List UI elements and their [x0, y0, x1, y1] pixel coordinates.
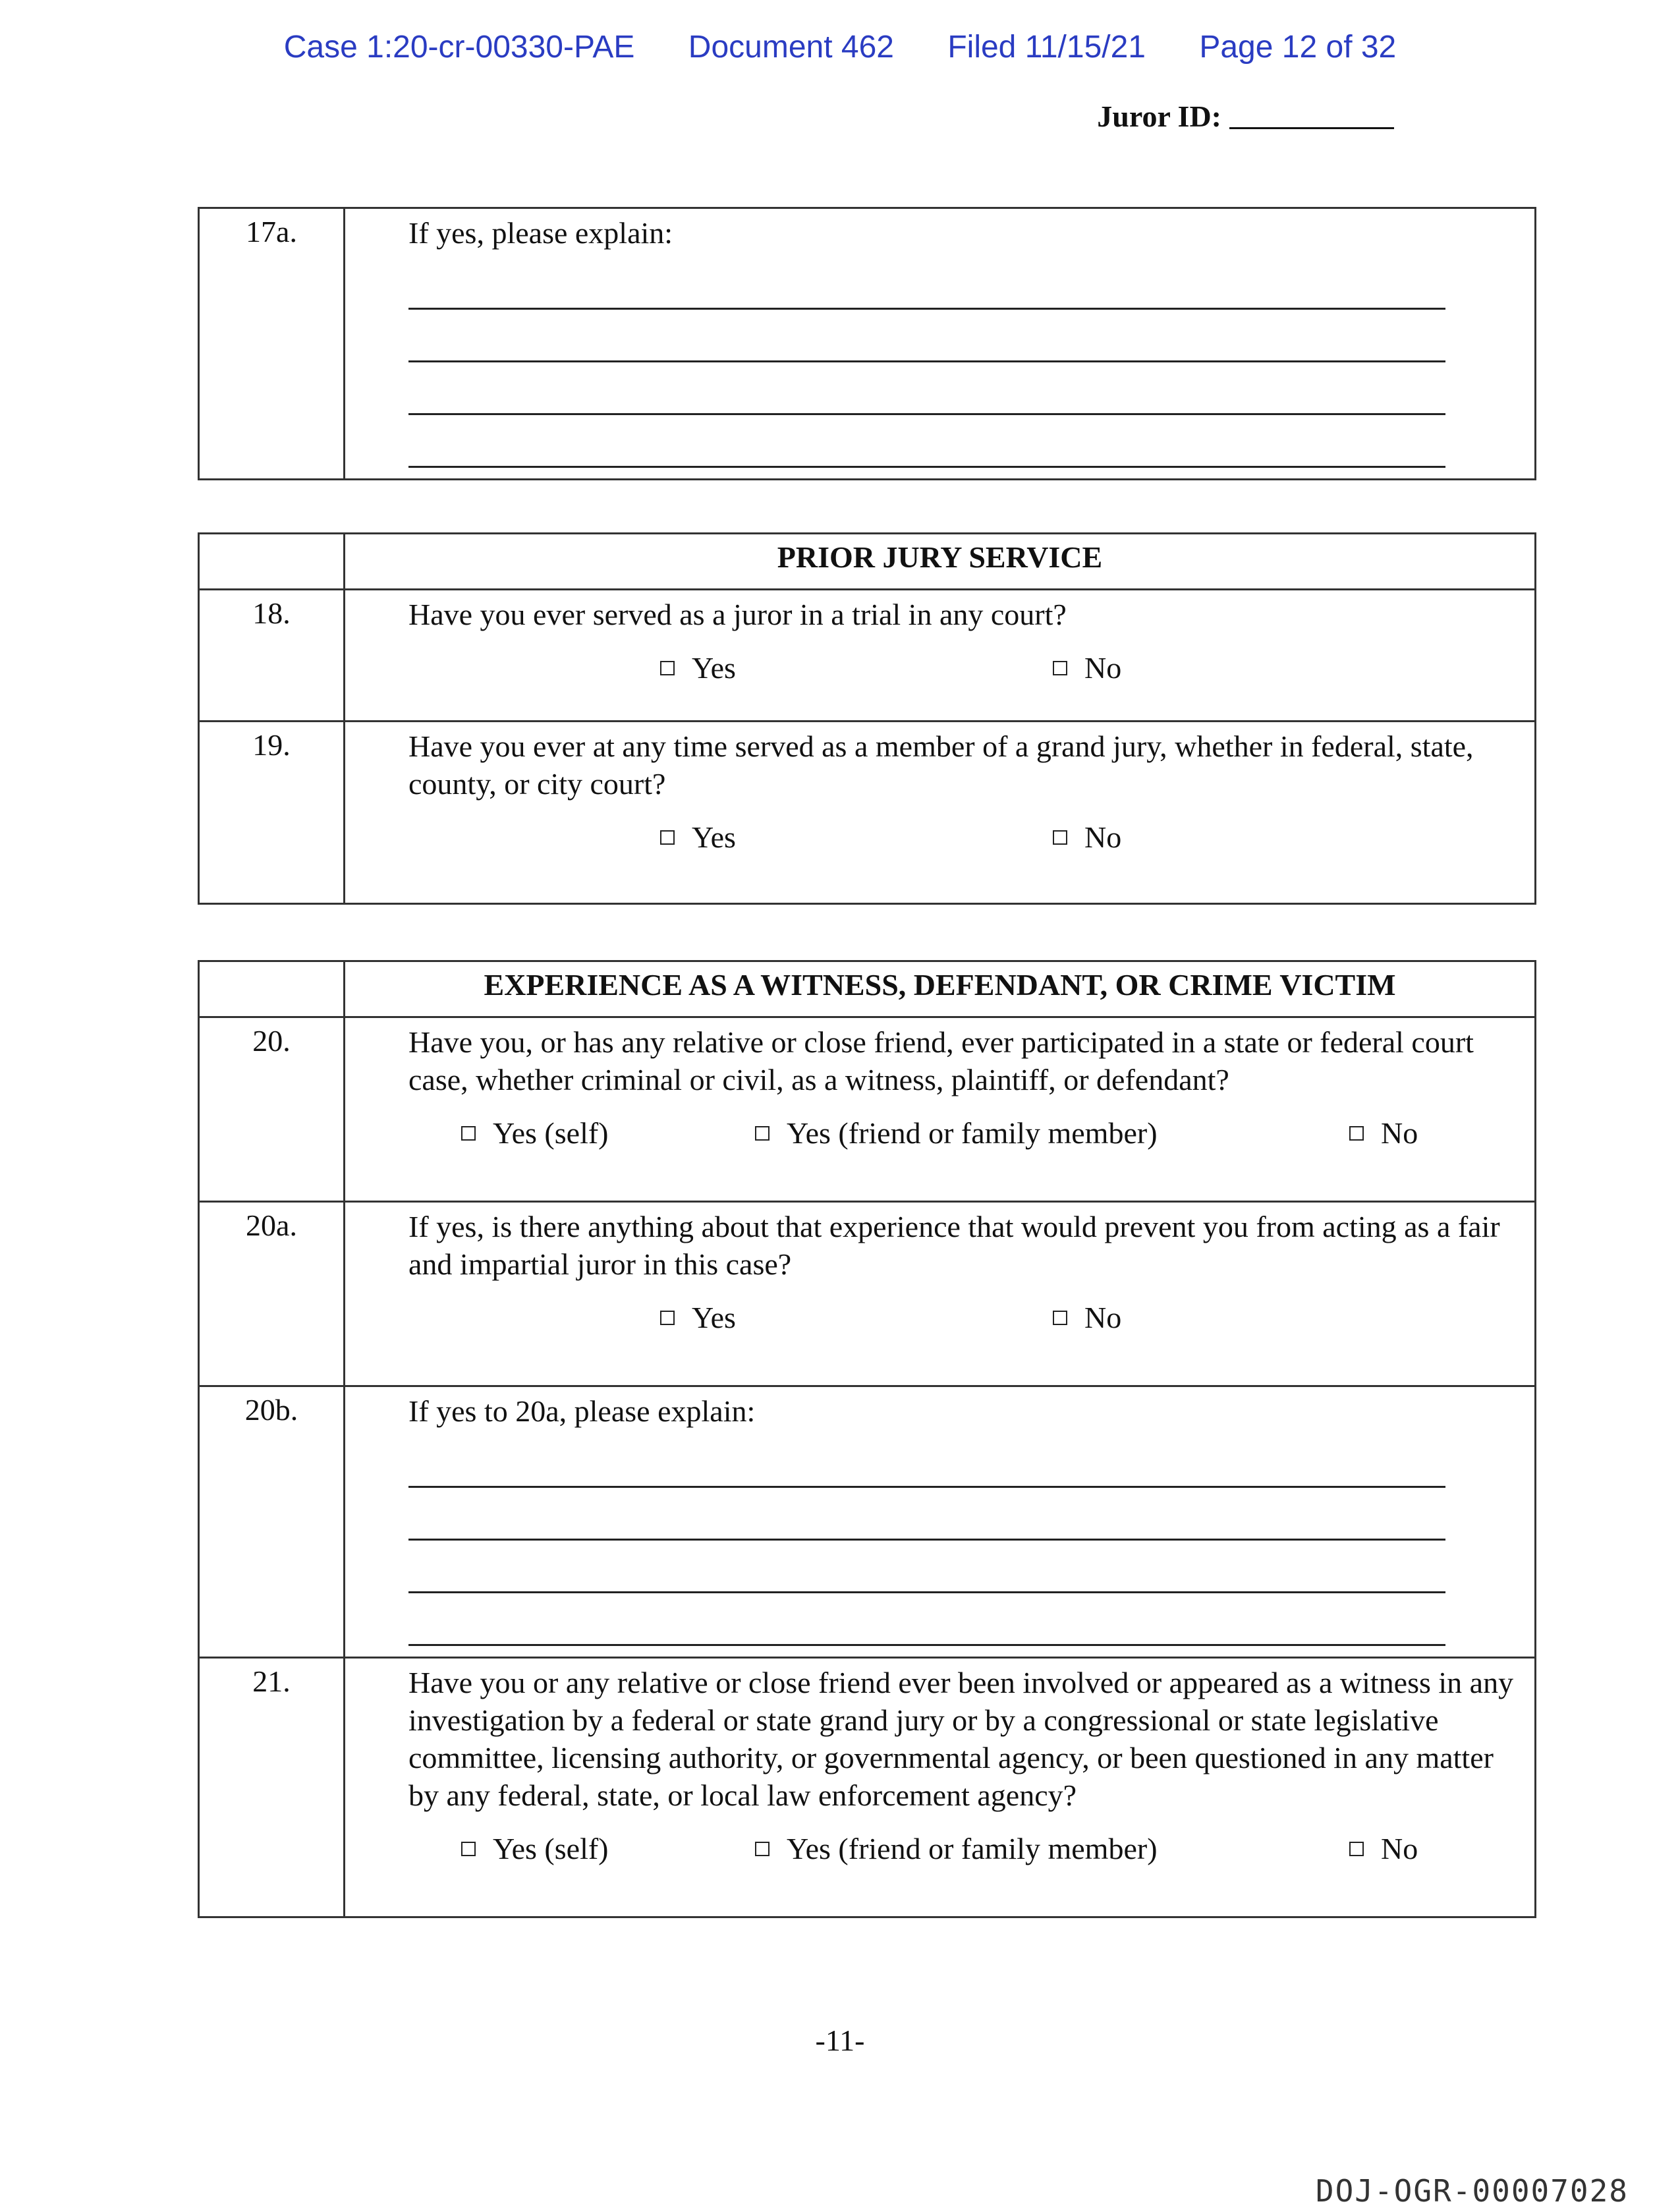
question-cell: [345, 1658, 1536, 1917]
question-number: 17a.: [199, 208, 345, 480]
juror-id-field: [1097, 99, 1394, 134]
case-number: Case 1:20-cr-00330-PAE: [283, 30, 635, 65]
question-row-19: [199, 722, 1536, 904]
bates-number: DOJ-OGR-00007028: [1315, 2173, 1629, 2209]
option-yes-self[interactable]: Yes (self): [461, 1114, 609, 1152]
question-cell: [345, 722, 1536, 904]
checkbox-icon[interactable]: [461, 1842, 476, 1856]
question-row-20a: [199, 1202, 1536, 1386]
option-yes-self[interactable]: Yes (self): [461, 1830, 609, 1867]
question-number: 20a.: [199, 1202, 345, 1386]
question-cell: [345, 1202, 1536, 1386]
question-cell: [345, 1017, 1536, 1202]
question-number: 18.: [199, 590, 345, 722]
section-heading-prior-jury-service: PRIOR JURY SERVICE: [345, 534, 1536, 590]
document-number: Document 462: [688, 30, 894, 65]
court-filing-header: [0, 29, 1680, 65]
question-number: 19.: [199, 722, 345, 904]
checkbox-icon[interactable]: [1053, 661, 1067, 675]
checkbox-icon[interactable]: [660, 1311, 675, 1325]
checkbox-icon[interactable]: [1349, 1126, 1364, 1141]
question-row-21: [199, 1658, 1536, 1917]
question-row-17a: [199, 208, 1536, 480]
question-row-20: [199, 1017, 1536, 1202]
answer-options: [408, 649, 1520, 695]
option-no[interactable]: No: [1053, 1299, 1121, 1336]
option-yes-friend-family[interactable]: Yes (friend or family member): [755, 1830, 1158, 1867]
answer-lines: [408, 1430, 1520, 1646]
answer-options: [408, 818, 1520, 865]
option-no[interactable]: No: [1349, 1830, 1418, 1867]
question-text: Have you, or has any relative or close friend, ever participated in a state or federal court case, whether criminal or civil, as a witness, plaintiff, or defendant?: [408, 1025, 1474, 1096]
question-cell: [345, 208, 1536, 480]
page-number: -11-: [815, 2024, 865, 2057]
checkbox-icon[interactable]: [1053, 830, 1067, 845]
question-cell: [345, 1386, 1536, 1658]
section-heading-row: [199, 534, 1536, 590]
answer-options: [408, 1114, 1520, 1160]
question-number: 20b.: [199, 1386, 345, 1658]
option-yes[interactable]: Yes: [660, 649, 736, 687]
checkbox-icon[interactable]: [755, 1126, 770, 1141]
juror-id-blank[interactable]: [1229, 101, 1394, 129]
answer-line[interactable]: [408, 310, 1445, 362]
question-cell: [345, 590, 1536, 722]
option-yes[interactable]: Yes: [660, 1299, 736, 1336]
checkbox-icon[interactable]: [461, 1126, 476, 1141]
page-indicator: Page 12 of 32: [1199, 30, 1397, 65]
option-no[interactable]: No: [1053, 818, 1121, 856]
option-yes-friend-family[interactable]: Yes (friend or family member): [755, 1114, 1158, 1152]
question-number: 20.: [199, 1017, 345, 1202]
answer-line[interactable]: [408, 362, 1445, 415]
answer-options: [408, 1830, 1520, 1876]
answer-line[interactable]: [408, 277, 1445, 310]
answer-line[interactable]: [408, 1541, 1445, 1593]
answer-line[interactable]: [408, 1488, 1445, 1541]
option-no[interactable]: No: [1349, 1114, 1418, 1152]
section-heading-experience: EXPERIENCE AS A WITNESS, DEFENDANT, OR CRIME VICTIM: [345, 961, 1536, 1017]
question-text: If yes, please explain:: [408, 216, 673, 250]
filed-date: Filed 11/15/21: [947, 30, 1146, 65]
question-text: If yes, is there anything about that experience that would prevent you from acting as a fair and impartial juror in this case?: [408, 1210, 1500, 1281]
checkbox-icon[interactable]: [1053, 1311, 1067, 1325]
juror-id-label: Juror ID:: [1097, 99, 1221, 133]
prior-jury-service-table: [198, 532, 1536, 905]
question-row-20b: [199, 1386, 1536, 1658]
option-no[interactable]: No: [1053, 649, 1121, 687]
checkbox-icon[interactable]: [755, 1842, 770, 1856]
answer-lines: [408, 252, 1520, 468]
question-table-17a: [198, 207, 1536, 480]
question-text: If yes to 20a, please explain:: [408, 1394, 756, 1428]
question-text: Have you or any relative or close friend ever been involved or appeared as a witness in any investigation by a federal or state grand jury or by a congressional or state legislative committee, licensing authority, or governmental agency, or been questioned in any matter by any federal, state, or local law enforcement agency?: [408, 1666, 1514, 1812]
checkbox-icon[interactable]: [1349, 1842, 1364, 1856]
answer-line[interactable]: [408, 415, 1445, 468]
answer-line[interactable]: [408, 1455, 1445, 1488]
question-row-18: [199, 590, 1536, 722]
section-heading-row: [199, 961, 1536, 1017]
experience-table: [198, 960, 1536, 1918]
question-text: Have you ever at any time served as a member of a grand jury, whether in federal, state, county, or city court?: [408, 729, 1474, 801]
option-yes[interactable]: Yes: [660, 818, 736, 856]
question-text: Have you ever served as a juror in a trial in any court?: [408, 598, 1067, 631]
checkbox-icon[interactable]: [660, 830, 675, 845]
question-number: 21.: [199, 1658, 345, 1917]
answer-options: [408, 1299, 1520, 1345]
answer-line[interactable]: [408, 1593, 1445, 1646]
checkbox-icon[interactable]: [660, 661, 675, 675]
